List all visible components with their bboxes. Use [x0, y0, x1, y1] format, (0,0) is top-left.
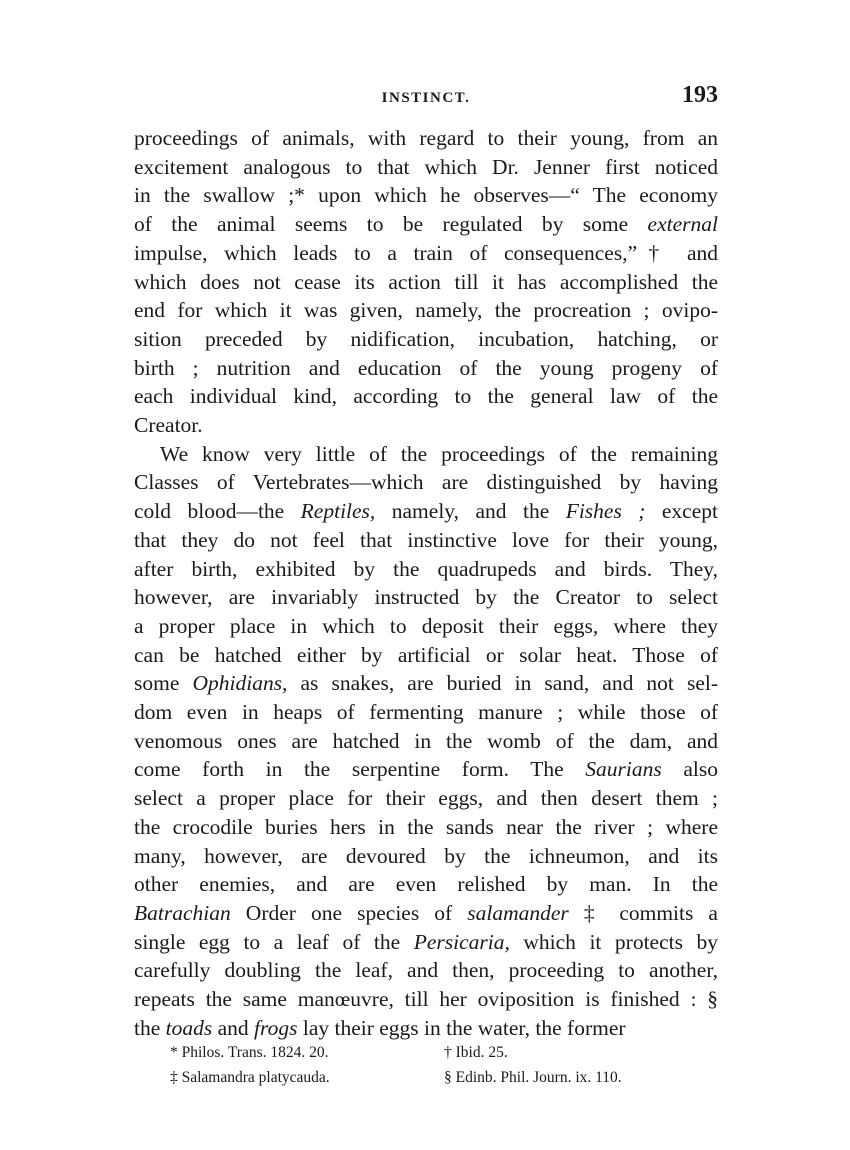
italic-term: external — [647, 212, 718, 237]
italic-term: Persicaria, — [413, 929, 510, 954]
text-line: other enemies, and are even relished by man. In the — [134, 872, 718, 897]
text-line: select a proper place for their eggs, and then desert them ; — [134, 786, 718, 811]
text-line: single egg to a leaf of the Persicaria, which it protects by — [134, 929, 718, 954]
text-line: excitement analogous to that which Dr. Jenner first noticed — [134, 154, 718, 179]
footnote-2: † Ibid. 25. — [444, 1044, 508, 1061]
text-line: Batrachian Order one species of salamander ‡ commits a — [134, 900, 718, 925]
italic-term: Batrachian — [134, 900, 231, 925]
paragraph-2 — [134, 440, 718, 1043]
footnote-row — [134, 1040, 718, 1065]
text-line: of the animal seems to be regulated by some external — [134, 212, 718, 237]
text-line: impulse, which leads to a train of consequences,”† and — [134, 240, 718, 265]
text-line: proceedings of animals, with regard to their young, from an — [134, 126, 718, 150]
text-line: birth ; nutrition and education of the young progeny of — [134, 355, 718, 380]
text-line: many, however, are devoured by the ichneumon, and its — [134, 843, 718, 868]
text-line: venomous ones are hatched in the womb of the dam, and — [134, 728, 718, 753]
running-title: INSTINCT. — [381, 90, 471, 106]
italic-term: Reptiles, — [300, 499, 376, 524]
page-number: 193 — [682, 82, 718, 108]
text-line: some Ophidians, as snakes, are buried in sand, and not sel- — [134, 671, 718, 696]
italic-term: toads — [165, 1015, 213, 1040]
footnote-row — [134, 1065, 718, 1090]
text-line: the toads and frogs lay their eggs in the water, the former — [134, 1015, 626, 1040]
text-line: after birth, exhibited by the quadrupeds and birds. They, — [134, 556, 718, 581]
italic-term: Ophidians, — [192, 671, 288, 696]
text-line: can be hatched either by artificial or solar heat. Those of — [134, 642, 718, 667]
text-line: We know very little of the proceedings of the remaining — [160, 441, 718, 466]
text-line: the crocodile buries hers in the sands near the river ; where — [134, 814, 718, 839]
text-line: in the swallow ;* upon which he observes—“ The economy — [134, 183, 718, 208]
text-line: each individual kind, according to the general law of the — [134, 384, 718, 409]
text-line: however, are invariably instructed by the Creator to select — [134, 585, 718, 610]
text-line: Classes of Vertebrates—which are distinguished by having — [134, 470, 718, 495]
text-line: sition preceded by nidification, incubation, hatching, or — [134, 326, 718, 351]
page-header — [134, 82, 718, 112]
italic-term: frogs — [254, 1015, 298, 1040]
text-line: a proper place in which to deposit their eggs, where they — [134, 613, 718, 638]
footnote-4: § Edinb. Phil. Journ. ix. 110. — [444, 1069, 622, 1086]
text-line: Creator. — [134, 413, 203, 438]
italic-term: Saurians — [585, 757, 662, 782]
italic-term: salamander — [467, 900, 569, 925]
body-text — [134, 124, 718, 1043]
italic-term: Fishes ; — [565, 499, 646, 524]
text-line: dom even in heaps of fermenting manure ; while those of — [134, 700, 718, 725]
text-line: carefully doubling the leaf, and then, proceeding to another, — [134, 958, 718, 983]
footnotes — [134, 1040, 718, 1090]
text-line: which does not cease its action till it has accomplished the — [134, 269, 718, 294]
text-line: that they do not feel that instinctive love for their young, — [134, 527, 718, 552]
text-line: come forth in the serpentine form. The Saurians also — [134, 757, 718, 782]
text-line: cold blood—the Reptiles, namely, and the Fishes ; except — [134, 499, 718, 524]
footnote-1: * Philos. Trans. 1824. 20. — [170, 1044, 329, 1061]
text-line: repeats the same manœuvre, till her oviposition is finished : § — [134, 987, 718, 1012]
footnote-3: ‡ Salamandra platycauda. — [170, 1069, 330, 1086]
text-line: end for which it was given, namely, the procreation ; ovipo- — [134, 298, 718, 323]
paragraph-1 — [134, 124, 718, 440]
